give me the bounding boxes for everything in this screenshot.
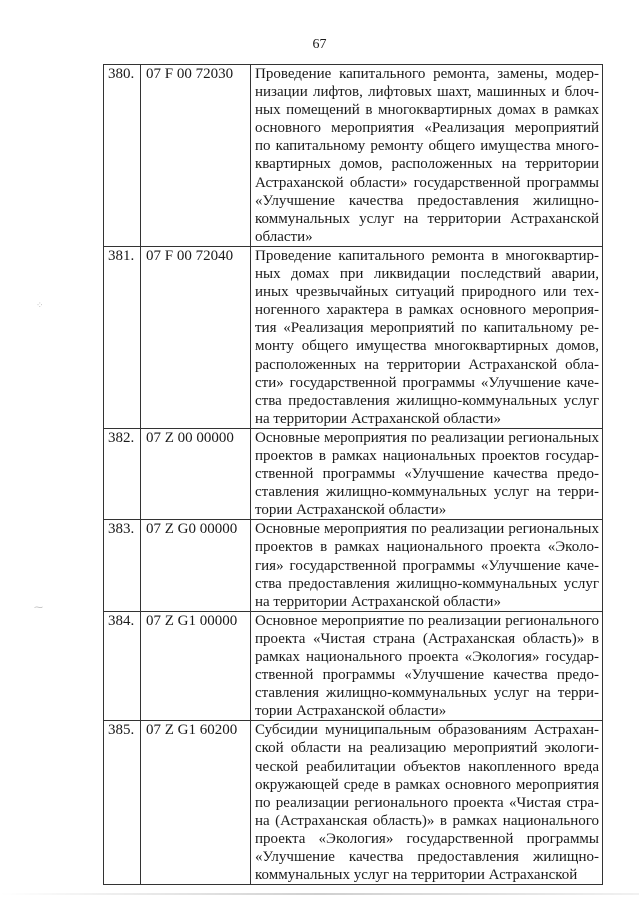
description-line: Проведение капитального ремонта в многоквартир-	[255, 247, 599, 264]
description-line: ской области на реализацию мероприятий экологи-	[255, 740, 599, 757]
description-line: низации лифтов, лифтовых шахт, машинных и блоч-	[255, 84, 599, 101]
description-line: основного мероприятия «Реализация мероприятий	[255, 120, 599, 137]
description-line: рамках национального проекта «Экология» государ-	[255, 649, 599, 665]
description-line: области»	[255, 228, 313, 245]
row-number: 385.	[104, 721, 141, 885]
description-line: ства предоставления жилищно-коммунальных услуг	[255, 392, 599, 409]
description-line: «Улучшение качества предоставления жилищно-	[255, 849, 599, 866]
classification-code: 07 Z G0 00000	[141, 520, 251, 611]
description-line: тории Астраханской области»	[255, 703, 447, 720]
description-line: монту общего имущества многоквартирных домов,	[255, 338, 599, 355]
description-line: Основные мероприятия по реализации региональных	[255, 521, 599, 538]
description-line: ставления жилищно-коммунальных услуг на терри-	[255, 484, 599, 501]
description-line: ческой реабилитации объектов накопленного вреда	[255, 758, 599, 775]
row-number: 380.	[104, 65, 141, 247]
classification-code: 07 Z G1 00000	[141, 611, 251, 721]
description-line: тории Астраханской области»	[255, 502, 447, 519]
description-line: проектов в рамках национального проекта «Эколо-	[255, 539, 599, 556]
description-line: по реализации регионального проекта «Чистая стра-	[255, 794, 599, 811]
row-number: 381.	[104, 246, 141, 428]
description-line: проектов в рамках национальных проектов государ-	[255, 447, 599, 464]
table-row	[104, 721, 603, 885]
description-line: Субсидии муниципальным образованиям Астрахан-	[255, 722, 599, 739]
row-number: 383.	[104, 520, 141, 611]
description-line: ставления жилищно-коммунальных услуг на терри-	[255, 685, 599, 702]
expense-description	[251, 246, 603, 428]
description-line: иных чрезвычайных ситуаций природного или тех-	[255, 284, 599, 301]
description-line: коммунальных услуг на территории Астраханской	[255, 210, 599, 227]
classification-code: 07 Z G1 60200	[141, 721, 251, 885]
expense-description	[251, 611, 603, 721]
description-line: сти» государственной программы «Улучшение каче-	[255, 374, 599, 391]
description-line: ственной программы «Улучшение качества предо-	[255, 667, 599, 684]
table-row	[104, 611, 603, 721]
description-line: на территории Астраханской области»	[255, 410, 501, 427]
description-line: ственной программы «Улучшение качества предо-	[255, 466, 599, 483]
scan-bottom-edge	[0, 893, 639, 895]
budget-classification-table	[103, 64, 603, 885]
description-line: квартирных домов, расположенных на территории	[255, 156, 599, 173]
description-line: на (Астраханская область)» в рамках национального	[255, 812, 599, 829]
description-line: тия «Реализация мероприятий по капитальному ре-	[255, 320, 599, 337]
description-line: «Улучшение качества предоставления жилищно-	[255, 192, 599, 209]
classification-code: 07 F 00 72040	[141, 246, 251, 428]
description-line: по капитальному ремонту общего имущества много-	[255, 138, 599, 155]
classification-code: 07 Z 00 00000	[141, 428, 251, 519]
row-number: 384.	[104, 611, 141, 721]
description-line: ных домах при ликвидации последствий аварии,	[255, 266, 599, 283]
expense-description	[251, 721, 603, 885]
description-line: ногенного характера в рамках основного мероприя-	[255, 302, 599, 319]
description-line: ства предоставления жилищно-коммунальных услуг	[255, 575, 599, 592]
description-line: на территории Астраханской области»	[255, 593, 501, 610]
table-row	[104, 520, 603, 611]
row-number: 382.	[104, 428, 141, 519]
scan-artifact-mark: ⁓	[34, 602, 43, 612]
scan-artifact-mark: ⁘	[36, 300, 44, 310]
description-line: коммунальных услуг на территории Астраханской	[255, 867, 578, 884]
description-line: Основное мероприятие по реализации регионального	[255, 612, 599, 629]
expense-description	[251, 520, 603, 611]
description-line: Основные мероприятия по реализации региональных	[255, 429, 599, 446]
expense-description	[251, 65, 603, 247]
description-line: ных помещений в многоквартирных домах в рамках	[255, 102, 599, 119]
description-line: Проведение капитального ремонта, замены, модер-	[255, 66, 599, 82]
description-line: гия» государственной программы «Улучшение каче-	[255, 557, 599, 574]
table-body	[104, 65, 603, 885]
classification-code: 07 F 00 72030	[141, 65, 251, 247]
page-number: 67	[312, 37, 327, 52]
table-row	[104, 428, 603, 519]
description-line: проекта «Чистая страна (Астраханская область)» в	[255, 630, 599, 647]
expense-description	[251, 428, 603, 519]
table-row	[104, 246, 603, 428]
table-row	[104, 65, 603, 247]
description-line: расположенных на территории Астраханской обла-	[255, 356, 599, 373]
description-line: Астраханской области» государственной программы	[255, 174, 599, 191]
description-line: окружающей среде в рамках основного мероприятия	[255, 776, 599, 793]
description-line: проекта «Экология» государственной программы	[255, 830, 599, 847]
